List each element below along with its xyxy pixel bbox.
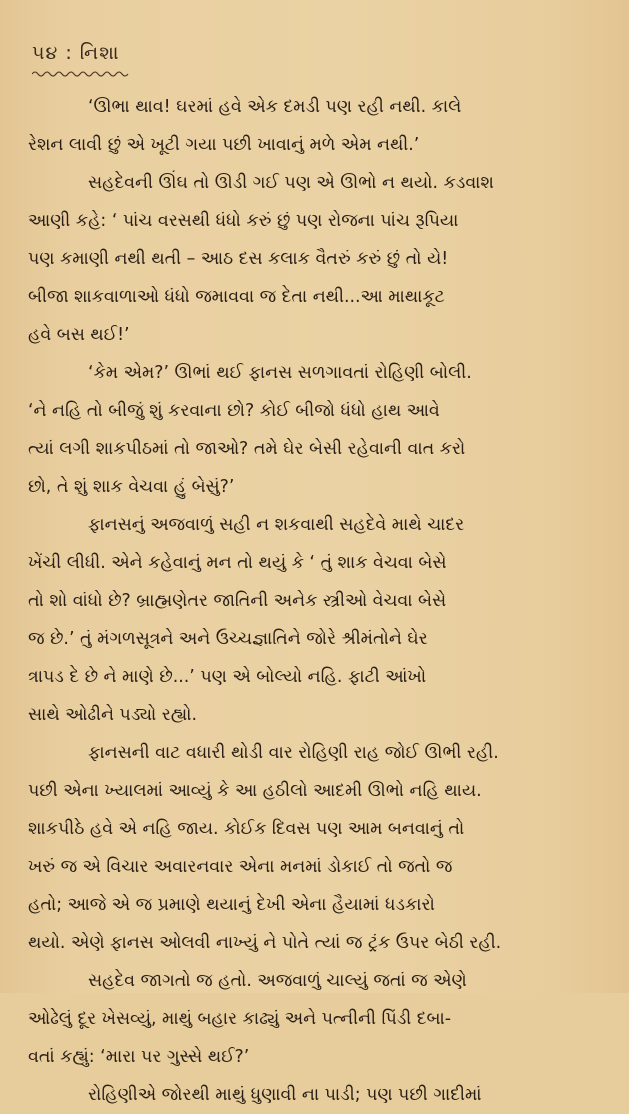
- text-line: ફાનસનું અજવાળું સહી ન શકવાથી સહદેવે માથે ચાદર: [88, 515, 465, 535]
- running-title: નિશા: [79, 42, 120, 64]
- body-text: [28, 88, 600, 1114]
- text-line: રેશન લાવી છું એ ખૂટી ગયા પછી ખાવાનું મળે એમ નથી.’: [28, 135, 420, 155]
- text-line: ‘ઊભા થાવ! ઘરમાં હવે એક દમડી પણ રહી નથી. કાલે: [88, 97, 462, 117]
- text-line: જ છે.’ તું મંગળસૂત્રને અને ઉચ્ચજ્ઞાતિને જોરે શ્રીમંતોને ઘેર: [28, 629, 428, 649]
- text-line: રોહિણીએ જોરથી માથું ધુણાવી ના પાડી; પણ પછી ગાદીમાં: [88, 1085, 482, 1105]
- text-line: ઓઢેલું દૂર ખેસવ્યું, માથું બહાર કાઢ્યું અને પત્નીની પિંડી દબા-: [28, 1009, 452, 1029]
- text-line: બીજા શાકવાળાઓ ધંધો જમાવવા જ દેતા નથી...આ માથાકૂટ: [28, 287, 445, 307]
- text-line: છો, તે શું શાક વેચવા હું બેસું?’: [28, 477, 235, 497]
- text-line: સાથે ઓઢીને પડ્યો રહ્યો.: [28, 705, 198, 725]
- text-line: આણી કહે: ‘ પાંચ વરસથી ધંધો કરું છું પણ રોજના પાંચ રૂપિયા: [28, 211, 459, 231]
- text-line: હવે બસ થઈ!’: [28, 325, 130, 345]
- text-line: હતો; આજે એ જ પ્રમાણે થયાનું દેખી એના હૈયામાં ધડકારો: [28, 895, 435, 915]
- header-wavy-rule: [32, 70, 130, 78]
- text-line: ત્રાપડ દે છે ને માણે છે...’ પણ એ બોલ્યો નહિ. ફાટી આંખો: [28, 667, 427, 687]
- text-line: ‘ને નહિ તો બીજું શું કરવાના છો? કોઈ બીજો ધંધો હાથ આવે: [28, 401, 440, 421]
- text-line: પછી એના ખ્યાલમાં આવ્યું કે આ હઠીલો આદમી ઊભો નહિ થાય.: [28, 781, 482, 801]
- text-line: ફાનસની વાટ વધારી થોડી વાર રોહિણી રાહ જોઈ ઊભી રહી.: [88, 743, 499, 763]
- header-separator: :: [65, 42, 73, 64]
- text-line: થયો. એણે ફાનસ ઓલવી નાખ્યું ને પોતે ત્યાં જ ટ્રંક ઉપર બેઠી રહી.: [28, 933, 502, 953]
- text-line: સહદેવની ઊંઘ તો ઊડી ગઈ પણ એ ઊભો ન થયો. કડવાશ: [88, 173, 494, 193]
- text-line: પણ કમાણી નથી થતી – આઠ દસ કલાક વૈતરું કરું છું તો યે!: [28, 249, 449, 269]
- text-line: ત્યાં લગી શાકપીઠમાં તો જાઓ? તમે ઘેર બેસી રહેવાની વાત કરો: [28, 439, 466, 459]
- text-line: ખરું જ એ વિચાર અવારનવાર એના મનમાં ડોકાઈ તો જતો જ: [28, 857, 453, 877]
- text-line: શાકપીઠે હવે એ નહિ જાય. કોઈક દિવસ પણ આમ બનવાનું તો: [28, 819, 465, 839]
- wavy-underline-icon: [32, 70, 130, 78]
- text-line: સહદેવ જાગતો જ હતો. અજવાળું ચાલ્યું જતાં જ એણે: [88, 971, 467, 991]
- text-line: વતાં કહ્યું: ‘મારા પર ગુસ્સે થઈ?’: [28, 1047, 250, 1067]
- text-line: ‘કેમ એમ?’ ઊભાં થઈ ફાનસ સળગાવતાં રોહિણી બોલી.: [88, 363, 472, 383]
- text-line: ખેંચી લીધી. એને કહેવાનું મન તો થયું કે ‘ તું શાક વેચવા બેસે: [28, 553, 447, 573]
- text-line: તો શો વાંધો છે? બ્રાહ્મણેતર જાતિની અનેક સ્ત્રીઓ વેચવા બેસે: [28, 591, 447, 611]
- page-header: [32, 42, 120, 64]
- page-number: ૫૪: [32, 42, 59, 64]
